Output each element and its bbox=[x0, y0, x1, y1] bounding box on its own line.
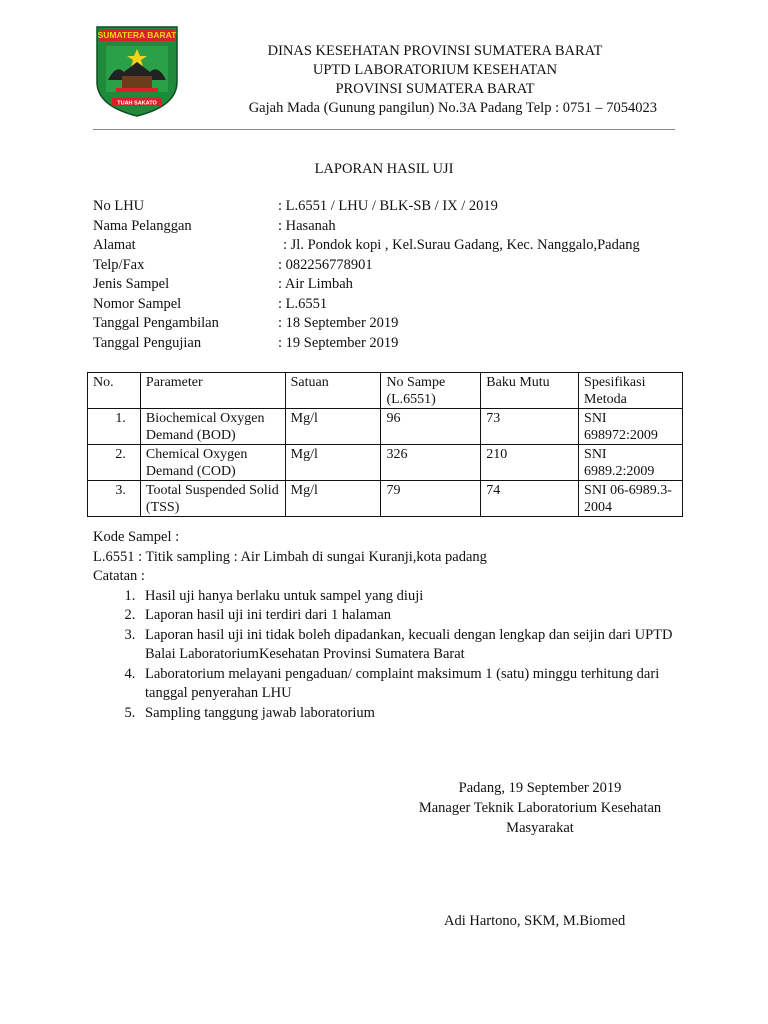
info-value: : Air Limbah bbox=[278, 276, 353, 292]
list-item: 2. Laporan hasil uji ini terdiri dari 1 halaman bbox=[139, 606, 693, 626]
info-value: : L.6551 bbox=[278, 295, 328, 312]
column-header: No Sampe (L.6551) bbox=[381, 373, 481, 409]
info-label: Nama Pelanggan bbox=[93, 217, 192, 234]
logo-ribbon: TUAH SAKATO bbox=[117, 100, 157, 107]
sample-code-line: L.6551 : Titik sampling : Air Limbah di sungai Kuranji,kota padang bbox=[93, 548, 487, 565]
report-info bbox=[93, 198, 713, 354]
document-title: LAPORAN HASIL UJI bbox=[314, 161, 454, 177]
lab-name: UPTD LABORATORIUM KESEHATAN bbox=[312, 62, 558, 78]
info-row-phone bbox=[93, 257, 713, 277]
letterhead bbox=[205, 42, 665, 118]
info-value: : Hasanah bbox=[278, 217, 336, 234]
agency-name: DINAS KESEHATAN PROVINSI SUMATERA BARAT bbox=[267, 43, 603, 59]
info-row-customer bbox=[93, 218, 713, 238]
info-label: Tanggal Pengujian bbox=[93, 334, 202, 351]
notes-section bbox=[93, 528, 693, 723]
list-item: 1. Hasil uji hanya berlaku untuk sampel yang diuji bbox=[139, 587, 693, 607]
standard-cell: 210 bbox=[481, 445, 579, 481]
info-row-testing-date bbox=[93, 335, 713, 355]
info-label: Nomor Sampel bbox=[93, 295, 182, 312]
sample-result-cell: 96 bbox=[381, 409, 481, 445]
row-number: 1. bbox=[88, 409, 141, 445]
table-row bbox=[88, 409, 683, 445]
info-value: : 18 September 2019 bbox=[278, 315, 399, 331]
list-item: 3. Laporan hasil uji ini tidak boleh dipadankan, kecuali dengan lengkap dan seijin dari UPTD Balai LaboratoriumKesehatan Provinsi Sumatera Barat bbox=[139, 626, 693, 665]
info-value: : Jl. Pondok kopi , Kel.Surau Gadang, Kec. Nanggalo,Padang bbox=[283, 237, 640, 253]
list-item: 4. Laboratorium melayani pengaduan/ complaint maksimum 1 (satu) minggu terhitung dari tanggal penyerahan LHU bbox=[139, 665, 693, 704]
info-value: : L.6551 / LHU / BLK-SB / IX / 2019 bbox=[278, 198, 498, 214]
signature-block bbox=[380, 778, 700, 838]
column-header: Baku Mutu bbox=[481, 373, 579, 409]
info-row-address bbox=[93, 237, 713, 257]
sample-result-cell: 79 bbox=[381, 481, 481, 517]
info-label: No LHU bbox=[93, 198, 145, 214]
signer-position-cont: Masyarakat bbox=[506, 820, 574, 836]
unit-cell: Mg/l bbox=[285, 481, 381, 517]
table-header-row bbox=[88, 373, 683, 409]
info-label: Tanggal Pengambilan bbox=[93, 315, 219, 331]
parameter-cell: Tootal Suspended Solid (TSS) bbox=[140, 481, 285, 517]
sample-result-cell: 326 bbox=[381, 445, 481, 481]
info-row-sampling-date bbox=[93, 315, 713, 335]
info-value: : 19 September 2019 bbox=[278, 334, 399, 351]
province-name: PROVINSI SUMATERA BARAT bbox=[335, 81, 535, 97]
signer-name: Adi Hartono, SKM, M.Biomed bbox=[444, 913, 626, 929]
info-row-sample-type bbox=[93, 276, 713, 296]
row-number: 3. bbox=[88, 481, 141, 517]
notes-heading: Catatan : bbox=[93, 568, 145, 584]
info-label: Telp/Fax bbox=[93, 256, 145, 273]
method-cell: SNI 698972:2009 bbox=[579, 409, 683, 445]
unit-cell: Mg/l bbox=[285, 409, 381, 445]
info-label: Jenis Sampel bbox=[93, 276, 170, 292]
parameter-cell: Biochemical Oxygen Demand (BOD) bbox=[140, 409, 285, 445]
info-label: Alamat bbox=[93, 237, 136, 253]
header-divider bbox=[93, 129, 675, 130]
logo-label: SUMATERA BARAT bbox=[97, 30, 177, 40]
info-row-sample-number bbox=[93, 296, 713, 316]
table-row bbox=[88, 481, 683, 517]
column-header: Parameter bbox=[140, 373, 285, 409]
sample-code-heading: Kode Sampel : bbox=[93, 529, 180, 545]
list-item: 5. Sampling tanggung jawab laboratorium bbox=[139, 704, 693, 724]
row-number: 2. bbox=[88, 445, 141, 481]
info-value: : 082256778901 bbox=[278, 256, 373, 273]
standard-cell: 73 bbox=[481, 409, 579, 445]
method-cell: SNI 6989.2:2009 bbox=[579, 445, 683, 481]
column-header: No. bbox=[88, 373, 141, 409]
parameter-cell: Chemical Oxygen Demand (COD) bbox=[140, 445, 285, 481]
method-cell: SNI 06-6989.3-2004 bbox=[579, 481, 683, 517]
standard-cell: 74 bbox=[481, 481, 579, 517]
column-header: Spesifikasi Metoda bbox=[579, 373, 683, 409]
info-row-no-lhu bbox=[93, 198, 713, 218]
signer-position: Manager Teknik Laboratorium Kesehatan bbox=[418, 800, 662, 816]
notes-list bbox=[93, 587, 693, 724]
unit-cell: Mg/l bbox=[285, 445, 381, 481]
lab-address: Gajah Mada (Gunung pangilun) No.3A Padang Telp : 0751 – 7054023 bbox=[248, 100, 657, 116]
test-results-table bbox=[87, 372, 683, 517]
table-row bbox=[88, 445, 683, 481]
column-header: Satuan bbox=[285, 373, 381, 409]
provincial-emblem-logo bbox=[94, 24, 180, 118]
place-date: Padang, 19 September 2019 bbox=[458, 780, 622, 796]
